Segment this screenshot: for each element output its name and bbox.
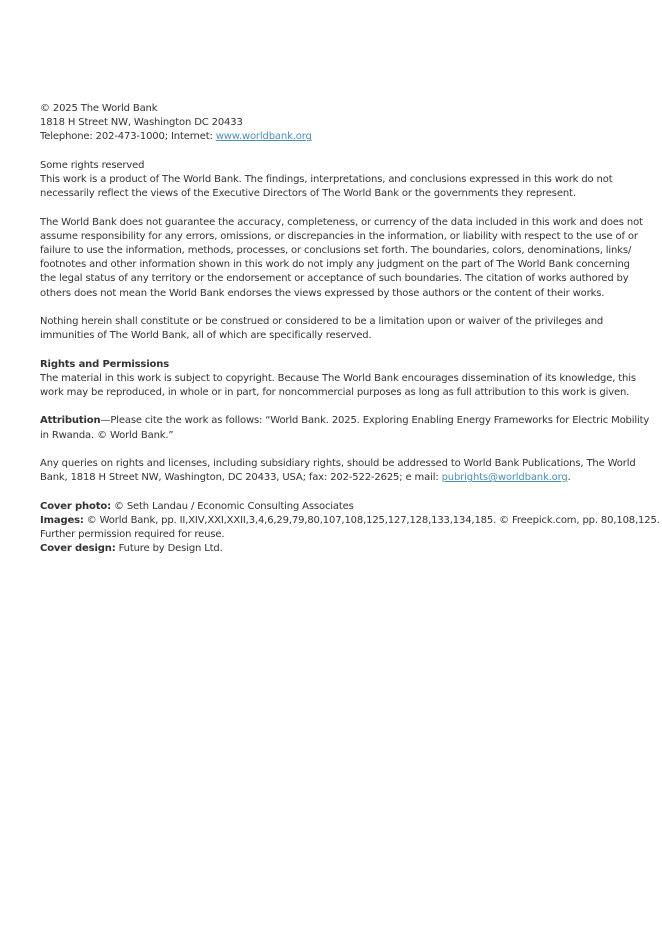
disclaimer-paragraph-1 <box>40 173 624 201</box>
paragraph-line: others does not mean the World Bank endorses the views expressed by those authors or the content of their works. <box>40 287 605 299</box>
queries-contact-line <box>40 471 624 485</box>
cover-design-text: Future by Design Ltd. <box>115 543 223 555</box>
attribution-line <box>40 414 650 428</box>
paragraph-line: in Rwanda. © World Bank.” <box>40 429 174 441</box>
paragraph-line: assume responsibility for any errors, omissions, or discrepancies in the information, or liability with respect to the use of or <box>40 230 638 242</box>
telephone-text: Telephone: 202-473-1000; Internet: <box>40 131 216 143</box>
paragraph-line: immunities of The World Bank, all of which are specifically reserved. <box>40 330 372 342</box>
website-link[interactable]: www.worldbank.org <box>215 131 312 143</box>
cover-design-credit <box>40 542 624 556</box>
queries-period: . <box>567 472 571 484</box>
disclaimer-paragraph-2 <box>40 216 643 301</box>
queries-address: Bank, 1818 H Street NW, Washington, DC 20433, USA; fax: 202-522-2625; e mail: <box>40 472 442 484</box>
images-label: Images: <box>40 514 84 526</box>
rights-and-permissions <box>40 358 636 401</box>
images-permission: Further permission required for reuse. <box>40 528 225 540</box>
cover-photo-label: Cover photo: <box>40 500 111 512</box>
rights-heading: Rights and Permissions <box>40 358 169 370</box>
paragraph-line: necessarily reflect the views of the Executive Directors of The World Bank or the governments they represent. <box>40 188 576 200</box>
attribution-paragraph <box>40 414 650 442</box>
contact-line <box>40 130 624 144</box>
publisher-address <box>40 102 624 145</box>
email-link[interactable]: pubrights@worldbank.org <box>441 472 568 484</box>
paragraph-line: Nothing herein shall constitute or be construed or considered to be a limitation upon or waiver of the privileges and <box>40 316 604 327</box>
copyright-page <box>40 102 660 571</box>
paragraph-line: the legal status of any territory or the endorsement or acceptance of such boundaries. The citation of works authored by <box>40 273 629 285</box>
copyright-line: © 2025 The World Bank <box>40 103 158 114</box>
paragraph-line: work may be reproduced, in whole or in part, for noncommercial purposes as long as full attribution to this work is given. <box>40 387 630 398</box>
images-credit <box>40 514 660 528</box>
paragraph-line: failure to use the information, methods, processes, or conclusions set forth. The boundaries, colors, denominations, links/ <box>40 245 632 256</box>
attribution-text: —Please cite the work as follows: “World Bank. 2025. Exploring Enabling Energy Frameworks for Electric Mobility <box>100 415 650 427</box>
credits <box>40 500 660 557</box>
queries-paragraph <box>40 457 636 485</box>
paragraph-line: This work is a product of The World Bank. The findings, interpretations, and conclusions expressed in this work do not <box>40 174 613 185</box>
rights-reserved: Some rights reserved <box>40 159 145 171</box>
paragraph-line: The material in this work is subject to copyright. Because The World Bank encourages dissemination of its knowledge, this <box>40 372 636 384</box>
attribution-label: Attribution <box>40 415 101 427</box>
disclaimer-paragraph-3 <box>40 315 624 343</box>
paragraph-line: Any queries on rights and licenses, including subsidiary rights, should be addressed to World Bank Publications, The World <box>40 457 636 469</box>
street-address: 1818 H Street NW, Washington DC 20433 <box>40 117 243 129</box>
cover-photo-credit <box>40 500 624 514</box>
cover-design-label: Cover design: <box>40 543 116 555</box>
paragraph-line: The World Bank does not guarantee the accuracy, completeness, or currency of the data included in this work and does not <box>40 216 643 228</box>
images-text: © World Bank, pp. II,XIV,XXI,XXII,3,4,6,29,79,80,107,108,125,127,128,133,134,185. © Freepick.com, pp. 80,108,125. <box>83 514 660 526</box>
cover-photo-text: © Seth Landau / Economic Consulting Associates <box>110 500 354 512</box>
paragraph-line: footnotes and other information shown in this work do not imply any judgment on the part of The World Bank concerning <box>40 259 630 271</box>
